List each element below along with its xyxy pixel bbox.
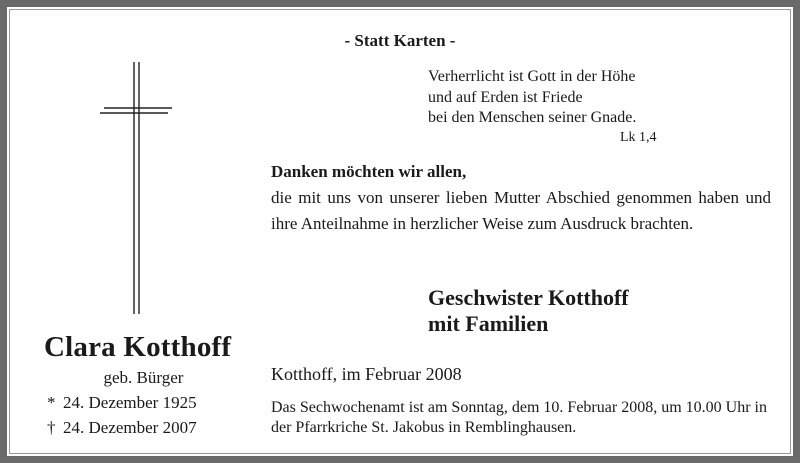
deceased-name: Clara Kotthoff xyxy=(44,331,232,363)
birth-date xyxy=(47,393,197,413)
mass-notice: Das Sechwochenamt ist am Sonntag, dem 10. Februar 2008, um 10.00 Uhr in der Pfarrkriche St. Jakobus in Remblinghausen. xyxy=(271,399,767,436)
thanks-heading: Danken möchten wir allen, xyxy=(271,162,467,181)
signers xyxy=(428,285,629,337)
death-date xyxy=(47,418,197,438)
bible-verse xyxy=(428,67,636,129)
signer-line: Geschwister Kotthoff xyxy=(428,285,629,310)
place-date: Kotthoff, im Februar 2008 xyxy=(271,364,462,384)
thanks-body: die mit uns von unserer lieben Mutter Abschied genommen haben und ihre Anteilnahme in herzlicher Weise zum Ausdruck brachten. xyxy=(271,188,771,233)
verse-line: und auf Erden ist Friede xyxy=(428,88,583,106)
header-statt-karten: - Statt Karten - xyxy=(344,31,456,50)
verse-line: bei den Menschen seiner Gnade. xyxy=(428,109,637,126)
thanks-block xyxy=(271,159,771,237)
birth-date-text: 24. Dezember 1925 xyxy=(63,393,197,412)
birth-symbol: * xyxy=(47,393,56,412)
death-symbol: † xyxy=(47,418,56,437)
signer-line: mit Familien xyxy=(428,311,549,336)
death-date-text: 24. Dezember 2007 xyxy=(63,418,197,437)
verse-reference: Lk 1,4 xyxy=(620,130,657,145)
cross-icon xyxy=(96,60,178,316)
maiden-name: geb. Bürger xyxy=(103,368,184,387)
verse-line: Verherrlicht ist Gott in der Höhe xyxy=(428,68,636,85)
